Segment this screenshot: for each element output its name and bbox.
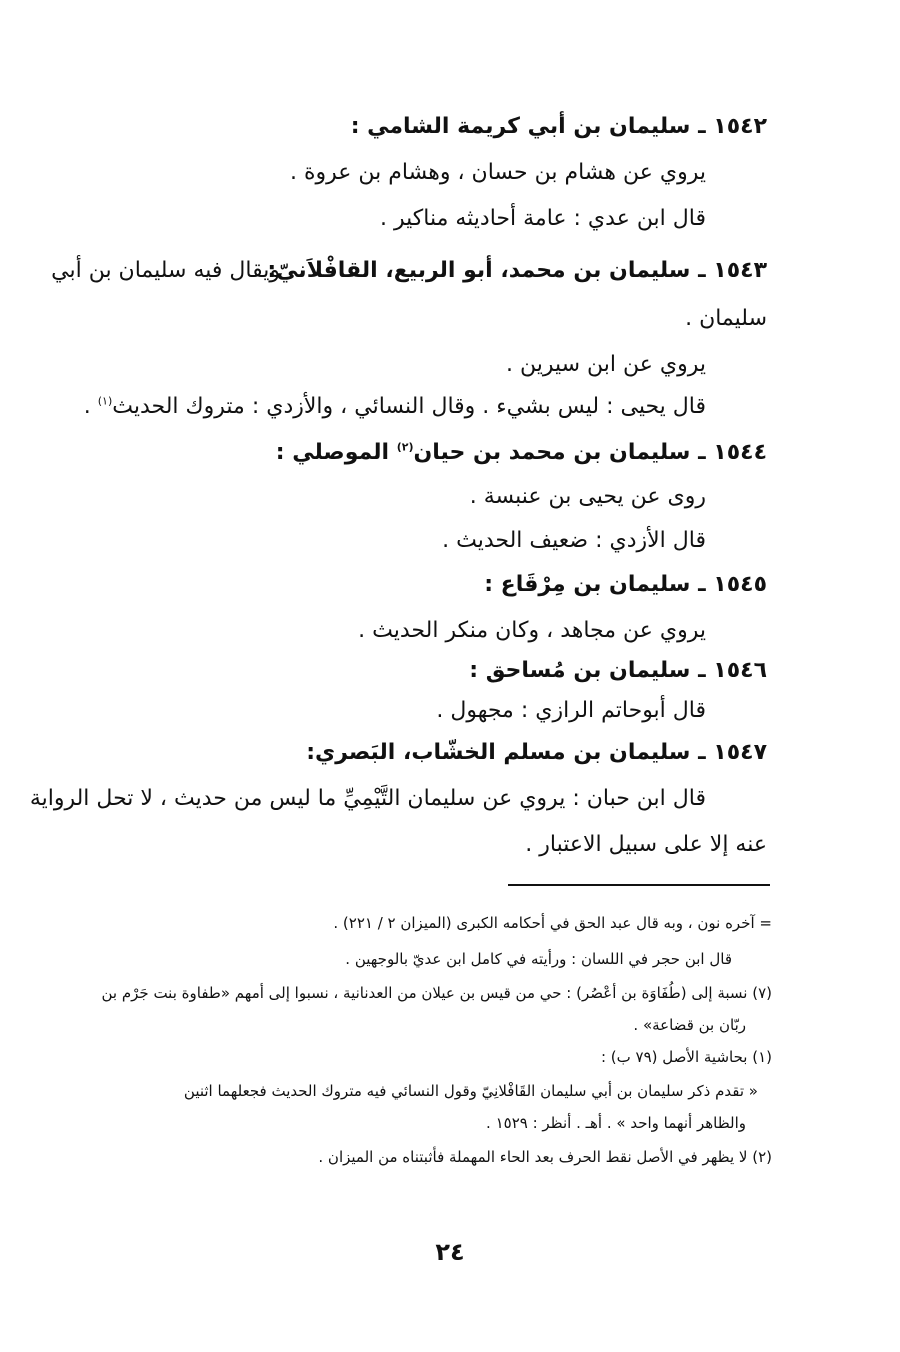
footnote-line: والظاهر أنهما واحد » . أهـ . أنظر : ١٥٢٩ . xyxy=(486,1114,746,1132)
entry-heading: ١٥٤٣ ـ سليمان بن محمد، أبو الربيع، القافْلاَنيّ: xyxy=(267,258,767,283)
entry-text: قال ابن حبان : يروي عن سليمان التَّيْمِيِّ ما ليس من حديث ، لا تحل الرواية xyxy=(29,786,706,811)
footnote-line: (٢) لا يظهر في الأصل نقط الحرف بعد الحاء المهملة فأثبتناه من الميزان . xyxy=(318,1148,772,1166)
entry-heading-tail: ويقال فيه سليمان بن أبي xyxy=(51,258,280,283)
entry-text: عنه إلا على سبيل الاعتبار . xyxy=(525,832,767,857)
footnote-line: ربّان بن قضاعة» . xyxy=(633,1016,746,1034)
footnote-line: (٧) نسبة إلى (طُفَاوَة بن أعْصُر) : حي من قيس بن عيلان من العدنانية ، نسبوا إلى أمهم «طفاوة بنت جَرْم بن xyxy=(101,984,772,1002)
entry-text: يروي عن هشام بن حسان ، وهشام بن عروة . xyxy=(290,160,706,185)
entry-heading xyxy=(276,440,767,465)
entry-heading: ١٥٤٧ ـ سليمان بن مسلم الخشّاب، البَصري: xyxy=(306,740,767,765)
footnote-reference[interactable]: (٢) xyxy=(396,440,414,454)
footnote-line: قال ابن حجر في اللسان : ورأيته في كامل ابن عديّ بالوجهين . xyxy=(345,950,732,968)
entry-heading: ١٥٤٥ ـ سليمان بن مِرْقَاع : xyxy=(484,572,767,597)
entry-text: روى عن يحيى بن عنبسة . xyxy=(469,484,706,509)
entry-text-end: . xyxy=(83,394,98,419)
footnote-reference[interactable]: (١) xyxy=(97,394,113,408)
entry-text xyxy=(84,394,706,419)
entry-text-body: قال يحيى : ليس بشيء . وقال النسائي ، والأزدي : متروك الحديث xyxy=(112,394,706,419)
entry-heading: ١٥٤٦ ـ سليمان بن مُساحق : xyxy=(469,658,767,683)
entry-text: قال الأزدي : ضعيف الحديث . xyxy=(442,528,706,553)
footnote-line: = آخره نون ، وبه قال عبد الحق في أحكامه الكبرى (الميزان ٢ / ٢٢١) . xyxy=(333,914,772,932)
entry-heading: ١٥٤٢ ـ سليمان بن أبي كريمة الشامي : xyxy=(350,114,767,139)
entry-heading-continuation: سليمان . xyxy=(685,306,767,331)
footnote-separator xyxy=(508,884,770,886)
entry-text: يروي عن ابن سيرين . xyxy=(505,352,706,377)
footnote-line: (١) بحاشية الأصل (٧٩ ب) : xyxy=(600,1048,772,1066)
entry-text: يروي عن مجاهد ، وكان منكر الحديث . xyxy=(358,618,706,643)
entry-text: قال ابن عدي : عامة أحاديثه مناكير . xyxy=(380,206,706,231)
entry-heading-body: ١٥٤٤ ـ سليمان بن محمد بن حيان xyxy=(413,440,767,465)
footnote-line: « تقدم ذكر سليمان بن أبي سليمان القَافْلانِيّ وقول النسائي فيه متروك الحديث فجعلهما اثنين xyxy=(183,1082,758,1100)
entry-heading-end: الموصلي : xyxy=(275,440,397,465)
entry-text: قال أبوحاتم الرازي : مجهول . xyxy=(436,698,706,723)
page-number: ٢٤ xyxy=(435,1238,465,1266)
